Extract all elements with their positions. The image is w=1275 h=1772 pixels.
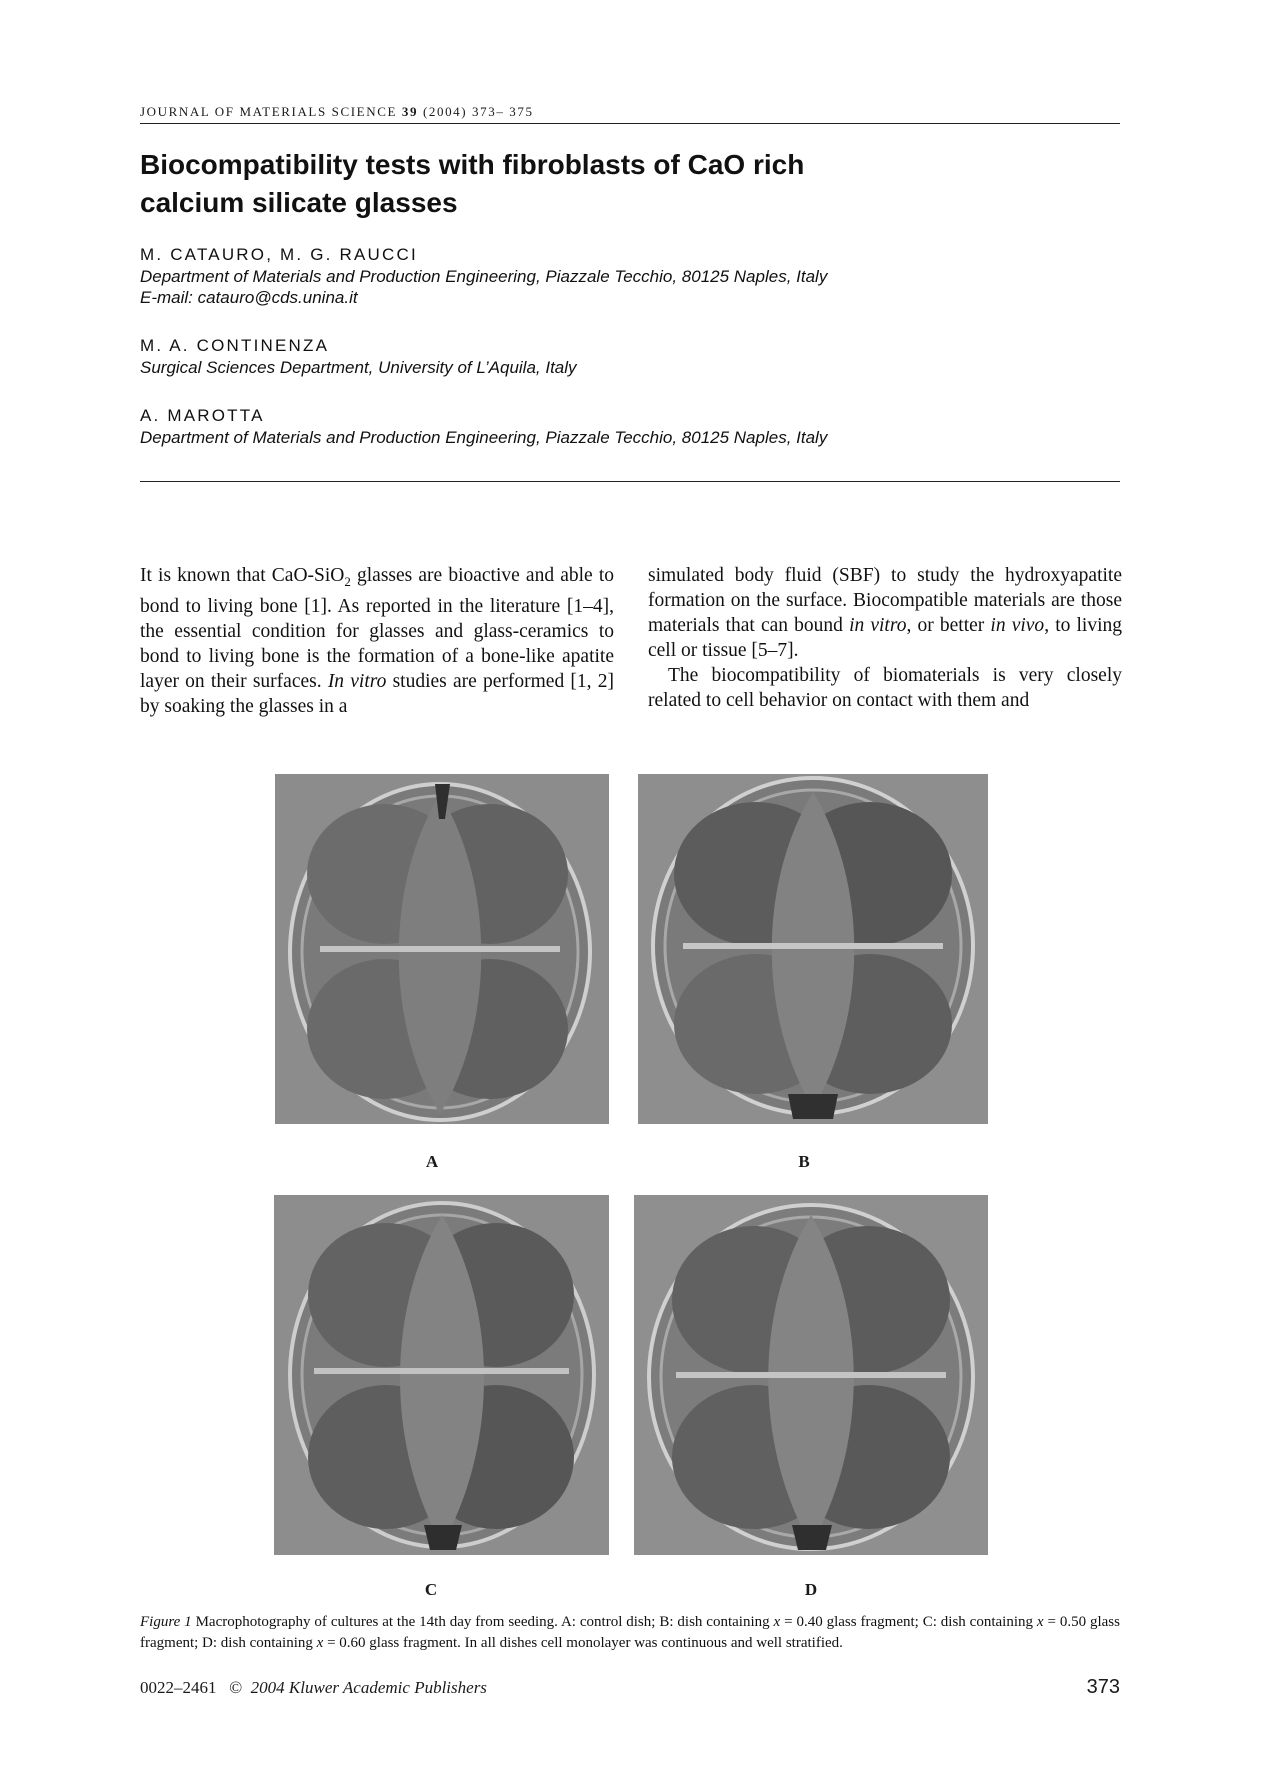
figure-panel-a-photo (275, 774, 609, 1124)
author-email: E-mail: catauro@cds.unina.it (140, 288, 358, 307)
figure-panel-b-label: B (798, 1152, 810, 1171)
paragraph (648, 563, 1122, 663)
journal-year-pages: (2004) 373– 375 (422, 104, 534, 119)
publisher: 2004 Kluwer Academic Publishers (250, 1678, 487, 1697)
caption-variable: x (316, 1635, 324, 1651)
caption-text: = 0.60 glass fragment. In all dishes cell monolayer was continuous and well stratified. (323, 1635, 843, 1651)
author-affiliation-1: Department of Materials and Production Engineering, Piazzale Tecchio, 80125 Naples, Italy (140, 267, 828, 286)
text-run: , to living cell or tissue [5–7]. (648, 615, 1123, 661)
caption-variable: x (1036, 1614, 1044, 1630)
dish-image (274, 1195, 609, 1555)
footer-publication-line (140, 1678, 487, 1698)
dish-image (634, 1195, 988, 1555)
text-run: studies are performed [1, 2] by soaking the glasses in a (140, 670, 614, 717)
figure-panel-a-label: A (425, 1152, 439, 1171)
copyright-symbol: © (229, 1678, 243, 1697)
issn: 0022–2461 (140, 1678, 217, 1697)
author-affiliation-2: Surgical Sciences Department, University of L’Aquila, Italy (140, 358, 577, 377)
caption-text: = 0.50 glass fragment; D: dish containing (140, 1614, 1120, 1651)
authors-rule (140, 481, 1120, 482)
body-column-left (140, 563, 614, 719)
caption-variable: x (773, 1614, 781, 1630)
dish-image (638, 774, 988, 1124)
text-run: glasses are bioactive and able to bond to living bone [1]. As reported in the literature [1–4], the essential condition for glasses and glass-ceramics to bond to living bone is the formation of a bone-like apatite layer on their surfaces. (140, 565, 614, 692)
figure-panel-b-photo (638, 774, 988, 1124)
figure-panel-c-label: C (424, 1580, 438, 1599)
text-run: , or better (906, 615, 991, 636)
italic-run: in vivo (990, 615, 1045, 636)
italic-run: In vitro (327, 670, 387, 692)
caption-figure-label: Figure 1 (140, 1614, 192, 1630)
author-names-1: M. CATAURO, M. G. RAUCCI (140, 245, 418, 264)
figure-panel-d-photo (634, 1195, 988, 1555)
text-run: It is known that CaO-SiO (140, 565, 345, 586)
author-names-3: A. MAROTTA (140, 406, 265, 425)
paragraph: The biocompatibility of biomaterials is very closely related to cell behavior on contact with them and (648, 665, 1122, 711)
figure-caption (140, 1612, 1120, 1654)
page-number: 373 (1086, 1676, 1120, 1698)
journal-volume: 39 (401, 104, 419, 119)
title-line-1: Biocompatibility tests with fibroblasts of CaO rich (140, 149, 805, 180)
header-rule (140, 123, 1120, 124)
paragraph (140, 563, 614, 719)
text-run: simulated body fluid (SBF) to study the hydroxyapatite formation on the surface. Biocompatible materials are those materials that can bound (648, 565, 1122, 636)
figure-panel-c-photo (274, 1195, 609, 1555)
caption-text: Macrophotography of cultures at the 14th day from seeding. A: control dish; B: dish containing (191, 1614, 774, 1630)
author-affiliation-3: Department of Materials and Production Engineering, Piazzale Tecchio, 80125 Naples, Italy (140, 428, 828, 447)
body-column-right (648, 563, 1122, 713)
figure-panel-d-label: D (804, 1580, 818, 1599)
subscript: 2 (344, 573, 351, 589)
dish-image (275, 774, 609, 1124)
author-names-2: M. A. CONTINENZA (140, 336, 330, 355)
journal-name: JOURNAL OF MATERIALS SCIENCE (140, 104, 398, 119)
paper-title (140, 146, 900, 222)
running-header (140, 104, 1120, 120)
italic-run: in vitro (849, 615, 907, 636)
caption-text: = 0.40 glass fragment; C: dish containing (780, 1614, 1037, 1630)
title-line-2: calcium silicate glasses (140, 187, 458, 218)
